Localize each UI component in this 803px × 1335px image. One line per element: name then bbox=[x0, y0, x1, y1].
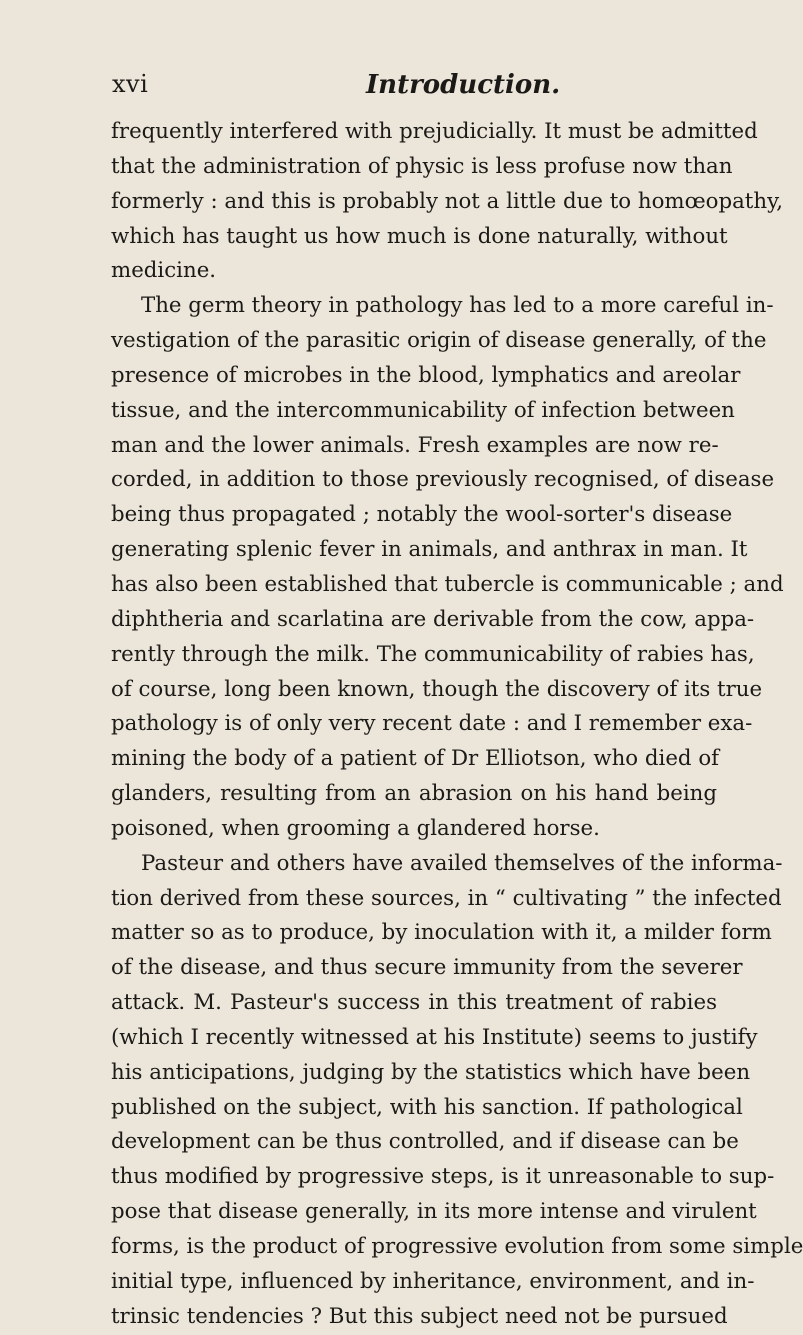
text-line: diphtheria and scarlatina are derivable from the cow, appa- bbox=[111, 606, 755, 632]
page-header bbox=[112, 70, 712, 110]
text-line: (which I recently witnessed at his Institute) seems to justify bbox=[111, 1024, 758, 1050]
text-line: that the administration of physic is less profuse now than bbox=[111, 153, 733, 179]
text-line: forms, is the product of progressive evolution from some simple bbox=[111, 1234, 803, 1259]
text-line: has also been established that tubercle is communicable ; and bbox=[111, 571, 784, 597]
text-line: pose that disease generally, in its more intense and virulent bbox=[111, 1199, 757, 1225]
text-line: generating splenic fever in animals, and anthrax in man. It bbox=[111, 537, 748, 563]
text-line: initial type, influenced by inheritance, environment, and in- bbox=[111, 1268, 755, 1294]
text-line: man and the lower animals. Fresh examples are now re- bbox=[111, 432, 719, 458]
text-line: tissue, and the intercommunicability of infection between bbox=[111, 397, 735, 423]
text-line: of course, long been known, though the discovery of its true bbox=[111, 676, 763, 702]
text-line: poisoned, when grooming a glandered horse. bbox=[111, 815, 600, 841]
text-line: glanders, resulting from an abrasion on his hand being bbox=[111, 781, 717, 807]
text-line: corded, in addition to those previously recognised, of disease bbox=[111, 467, 775, 493]
text-line: formerly : and this is probably not a little due to homœopathy, bbox=[111, 188, 784, 214]
text-line: development can be thus controlled, and if disease can be bbox=[111, 1129, 739, 1155]
text-line: tion derived from these sources, in “ cultivating ” the infected bbox=[111, 885, 782, 911]
page-number: xvi bbox=[112, 70, 149, 98]
text-line: pathology is of only very recent date : and I remember exa- bbox=[111, 711, 753, 737]
text-line: medicine. bbox=[111, 258, 217, 284]
text-line: thus modified by progressive steps, is it unreasonable to sup- bbox=[111, 1164, 775, 1190]
text-line: presence of microbes in the blood, lymphatics and areolar bbox=[111, 362, 741, 388]
running-title: Introduction. bbox=[366, 70, 561, 100]
text-line: attack. M. Pasteur's success in this treatment of rabies bbox=[111, 990, 717, 1016]
text-line: his anticipations, judging by the statistics which have been bbox=[111, 1059, 751, 1085]
text-line: trinsic tendencies ? But this subject need not be pursued bbox=[111, 1303, 728, 1329]
text-line: vestigation of the parasitic origin of disease generally, of the bbox=[111, 328, 767, 354]
text-line: being thus propagated ; notably the wool-sorter's disease bbox=[111, 502, 733, 528]
text-line: Pasteur and others have availed themselves of the informa- bbox=[141, 850, 783, 876]
text-line: of the disease, and thus secure immunity from the severer bbox=[111, 955, 743, 981]
text-line: published on the subject, with his sanction. If pathological bbox=[111, 1094, 743, 1120]
text-line: which has taught us how much is done naturally, without bbox=[111, 223, 728, 249]
text-line: frequently interfered with prejudicially. It must be admitted bbox=[111, 119, 758, 144]
body-text bbox=[111, 115, 803, 1335]
text-line: rently through the milk. The communicability of rabies has, bbox=[111, 641, 755, 667]
text-line: The germ theory in pathology has led to a more careful in- bbox=[141, 293, 774, 319]
text-line: mining the body of a patient of Dr Elliotson, who died of bbox=[111, 746, 720, 772]
text-line: matter so as to produce, by inoculation with it, a milder form bbox=[111, 920, 772, 946]
